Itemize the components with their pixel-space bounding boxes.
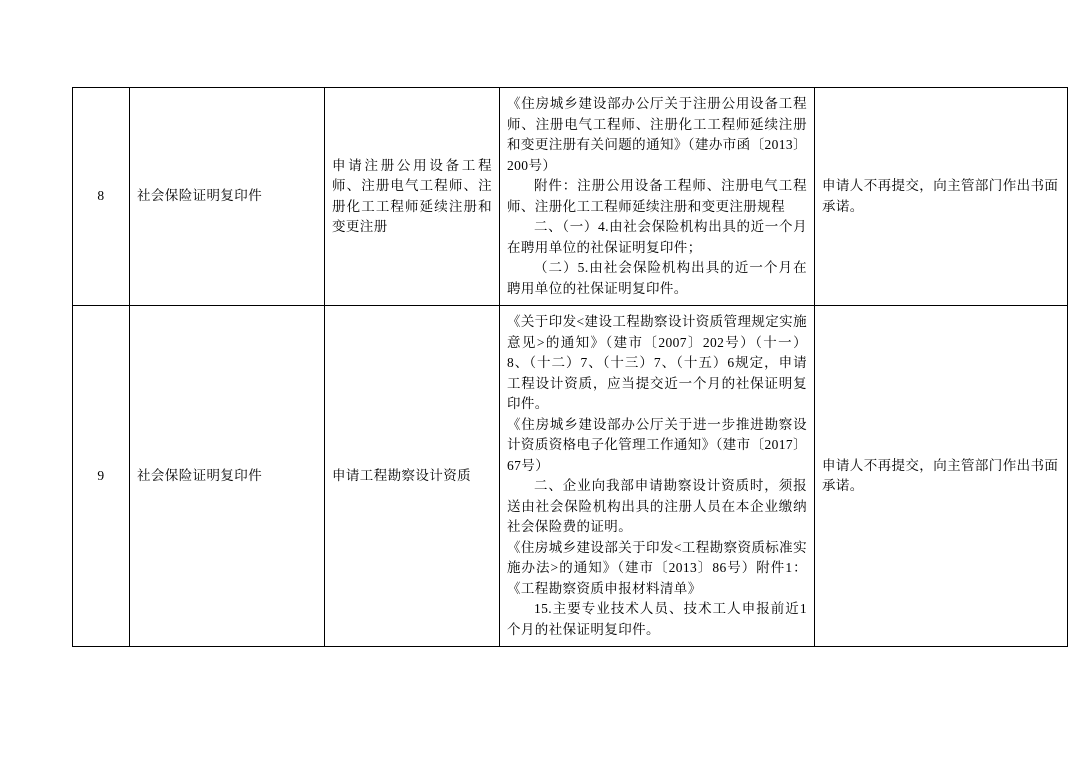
row-index-cell: 9 [73, 306, 130, 647]
basis-paragraph: （二）5.由社会保险机构出具的近一个月在聘用单位的社保证明复印件。 [507, 260, 807, 296]
requirements-table [72, 87, 1068, 647]
basis-paragraph: 二、企业向我部申请勘察设计资质时，须报送由社会保险机构出具的注册人员在本企业缴纳社会保险费的证明。 [507, 478, 807, 535]
row-measure-cell [815, 88, 1068, 306]
row-scene-cell [325, 306, 500, 647]
row-scene-cell [325, 88, 500, 306]
scene-text: 申请注册公用设备工程师、注册电气工程师、注册化工工程师延续注册和变更注册 [332, 157, 492, 235]
row-basis-cell [500, 306, 815, 647]
table-row [73, 306, 1068, 647]
basis-paragraph: 《住房城乡建设部办公厅关于注册公用设备工程师、注册电气工程师、注册化工工程师延续注册和变更注册有关问题的通知》（建办市函〔2013〕200号） [507, 96, 807, 173]
row-measure-cell [815, 306, 1068, 647]
measure-text: 申请人不再提交，向主管部门作出书面承诺。 [822, 457, 1059, 494]
measure-text: 申请人不再提交，向主管部门作出书面承诺。 [822, 178, 1059, 214]
basis-paragraph: 附件：注册公用设备工程师、注册电气工程师、注册化工工程师延续注册和变更注册规程 [507, 178, 807, 214]
basis-paragraph: 二、（一）4.由社会保险机构出具的近一个月在聘用单位的社保证明复印件； [507, 219, 807, 255]
row-material-name-cell [130, 88, 325, 306]
material-name-text: 社会保险证明复印件 [137, 188, 263, 204]
basis-paragraph: 《关于印发<建设工程勘察设计资质管理规定实施意见>的通知》（建市〔2007〕202号）（十一）8、（十二）7、（十三）7、（十五）6规定，申请工程设计资质，应当提交近一个月的社保证明复印件。 [507, 314, 807, 412]
material-name-text: 社会保险证明复印件 [137, 468, 263, 484]
row-material-name-cell [130, 306, 325, 647]
basis-paragraph: 《住房城乡建设部关于印发<工程勘察资质标准实施办法>的通知》（建市〔2013〕86号）附件1：《工程勘察资质申报材料清单》 [507, 539, 807, 596]
table-row [73, 88, 1068, 306]
row-basis-cell [500, 88, 815, 306]
row-index-cell: 8 [73, 88, 130, 306]
scene-text: 申请工程勘察设计资质 [332, 468, 471, 484]
basis-paragraph: 15.主要专业技术人员、技术工人申报前近1个月的社保证明复印件。 [507, 601, 807, 637]
basis-paragraph: 《住房城乡建设部办公厅关于进一步推进勘察设计资质资格电子化管理工作通知》（建市〔2017〕67号） [507, 416, 807, 473]
